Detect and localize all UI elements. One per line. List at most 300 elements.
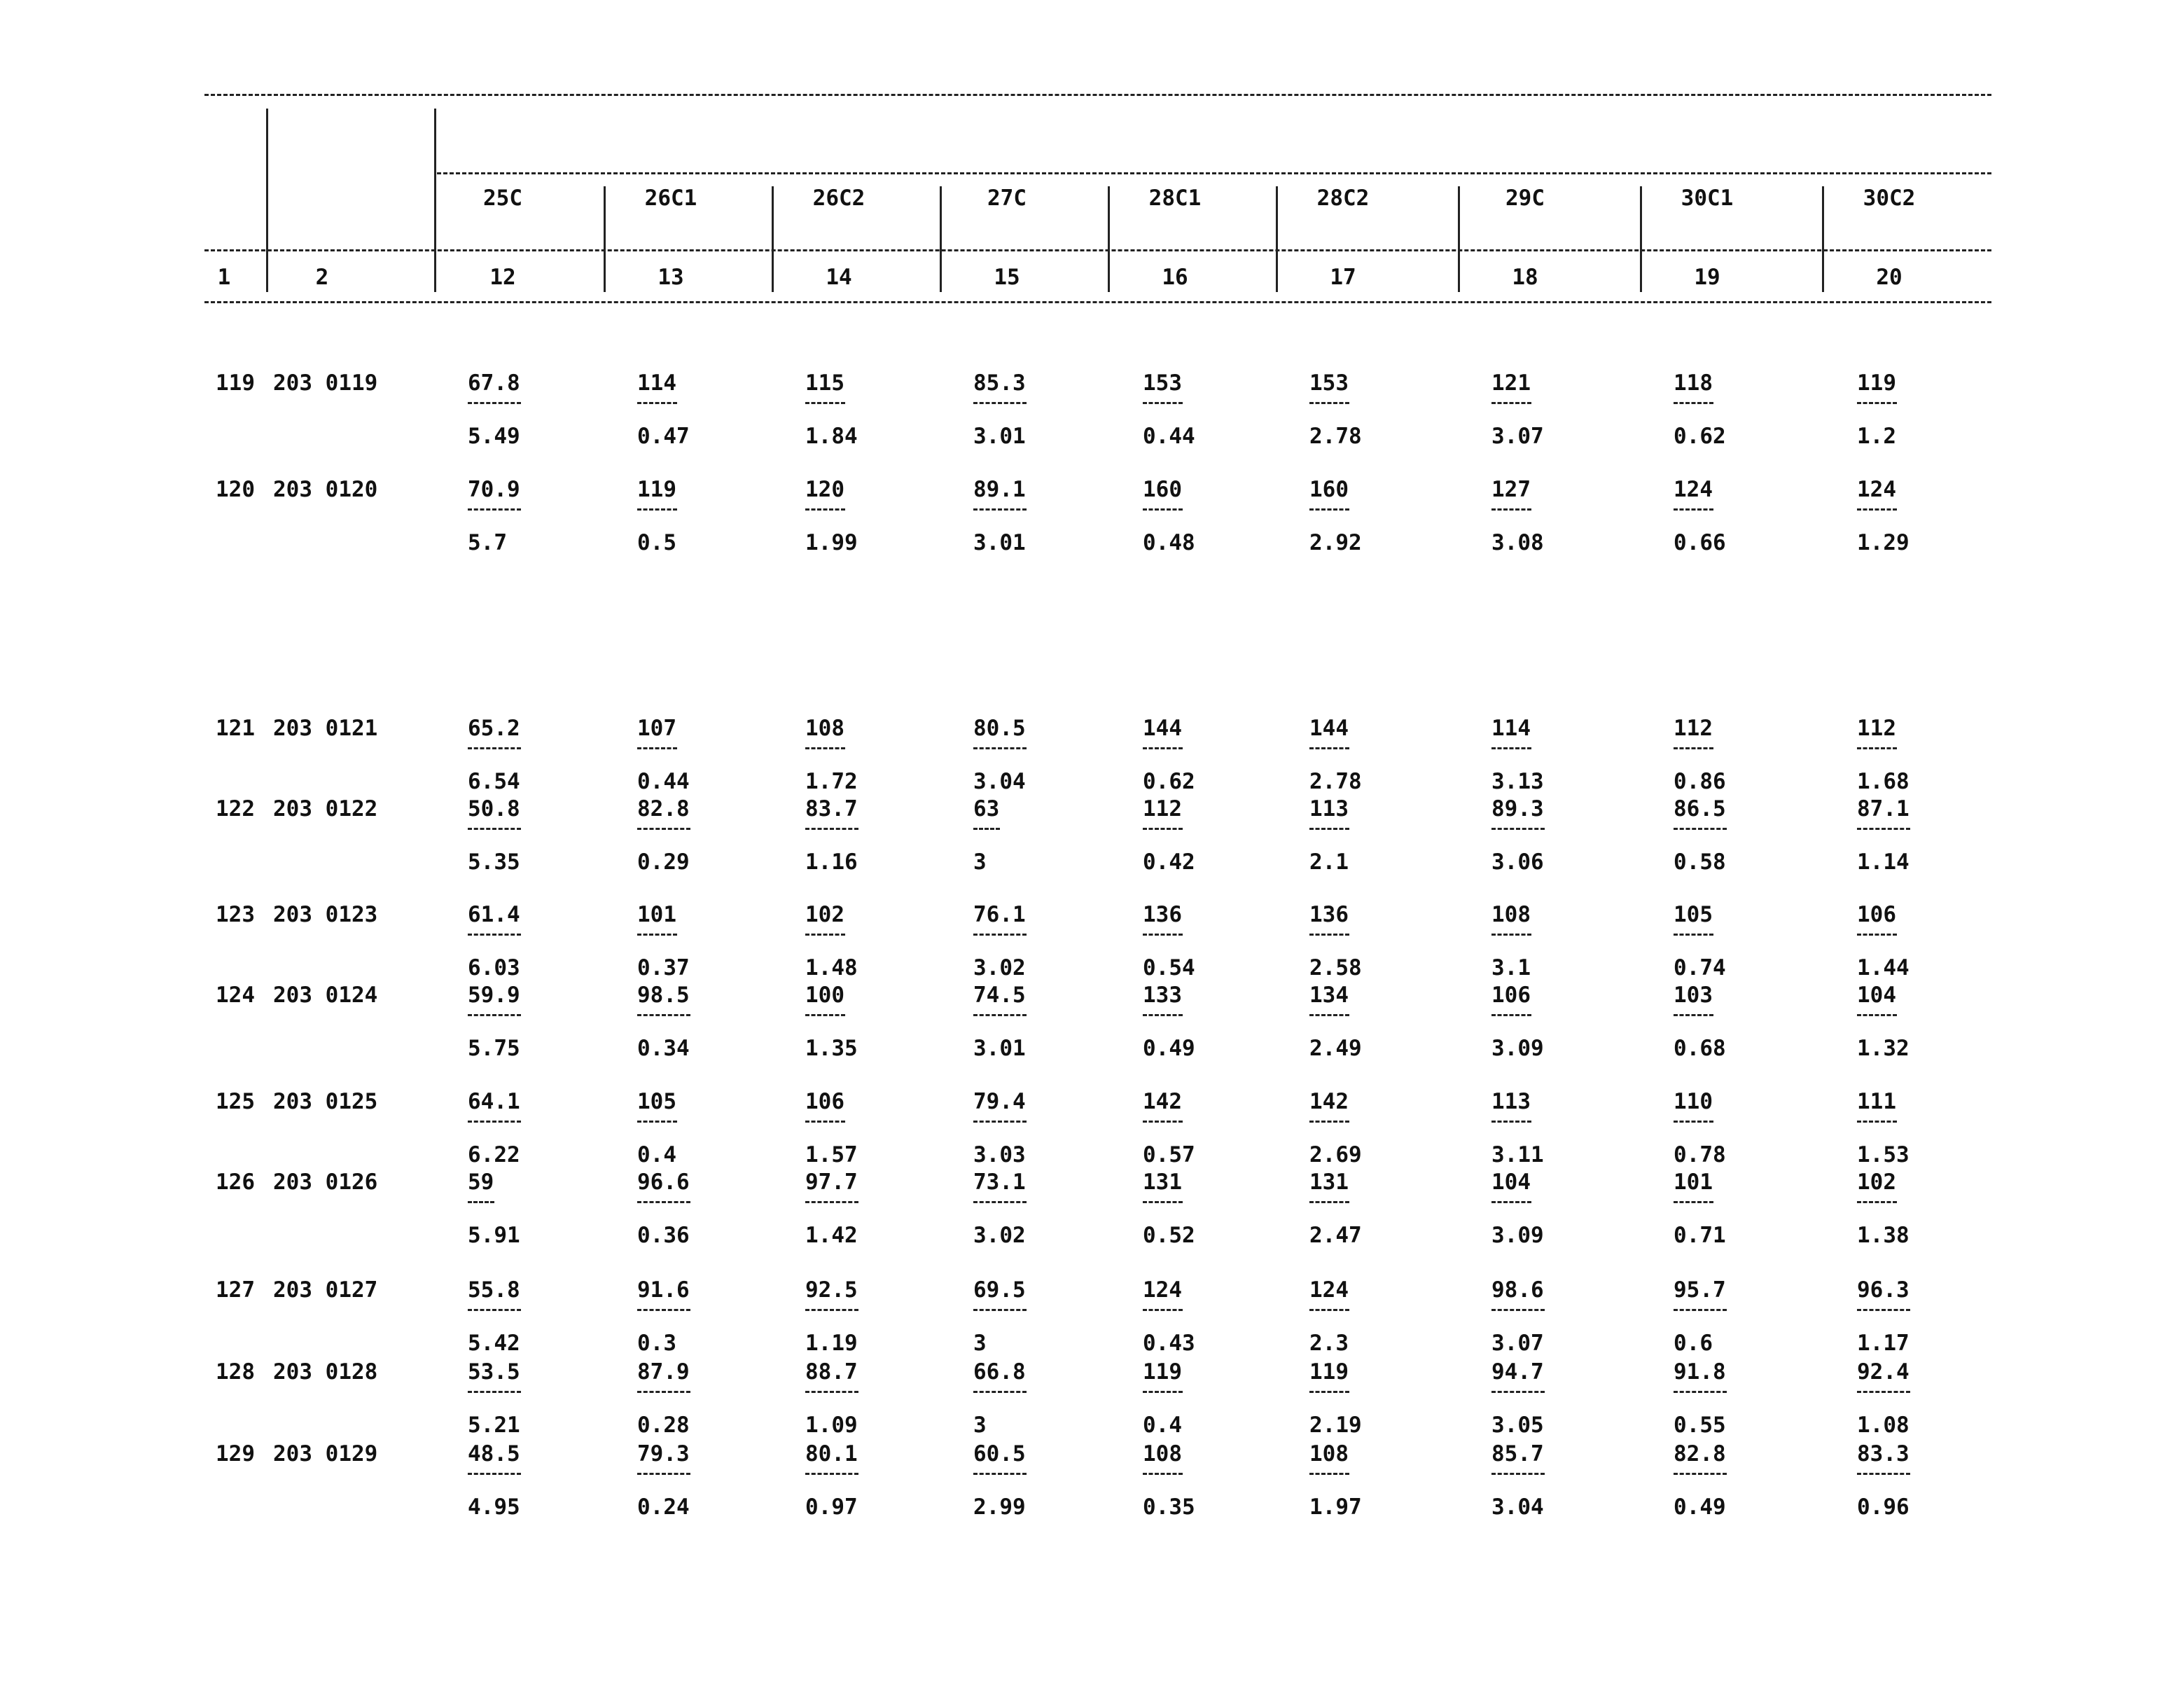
labor-value: 3 [973,1413,987,1438]
price-value: 67.8 [468,370,520,396]
fraction-line [1491,508,1531,511]
header-colnum-rule [204,249,1991,251]
fraction-line [1674,828,1727,830]
price-value: 118 [1674,370,1713,396]
labor-value: 2.19 [1309,1413,1362,1438]
labor-value: 0.35 [1143,1495,1195,1520]
row-code: 203 0126 [273,1170,378,1195]
price-value: 160 [1309,477,1349,502]
row-code: 203 0120 [273,477,378,502]
labor-value: 0.44 [637,769,690,794]
price-value: 160 [1143,477,1182,502]
price-value: 113 [1309,796,1349,821]
row-code: 203 0127 [273,1277,378,1303]
fraction-line [1309,828,1349,830]
labor-value: 0.24 [637,1495,690,1520]
price-value: 85.3 [973,370,1026,396]
labor-value: 0.55 [1674,1413,1726,1438]
labor-value: 3.07 [1491,424,1544,449]
column-number: 15 [994,265,1020,290]
price-value: 119 [1857,370,1896,396]
price-value: 120 [805,477,844,502]
price-value: 88.7 [805,1359,858,1385]
price-value: 100 [805,983,844,1008]
row-number: 123 [216,902,255,927]
price-value: 144 [1309,716,1349,741]
labor-value: 2.92 [1309,530,1362,555]
labor-value: 0.96 [1857,1495,1910,1520]
header-point-3: 26С2 [812,186,865,211]
labor-value: 3.04 [1491,1495,1544,1520]
fraction-line [1491,828,1545,830]
header-bottom-rule [204,301,1991,303]
fraction-line [468,1473,521,1475]
labor-value: 1.38 [1857,1223,1910,1248]
labor-value: 0.44 [1143,424,1195,449]
price-value: 98.6 [1491,1277,1544,1303]
fraction-line [1309,1121,1349,1123]
price-value: 112 [1857,716,1896,741]
fraction-line [1309,1014,1349,1016]
row-code: 203 0124 [273,983,378,1008]
labor-value: 0.74 [1674,955,1726,980]
price-value: 104 [1491,1170,1531,1195]
price-value: 91.6 [637,1277,690,1303]
row-number: 120 [216,477,255,502]
price-value: 69.5 [973,1277,1026,1303]
fraction-line [1857,1391,1910,1393]
fraction-line [973,934,1027,936]
labor-value: 3.09 [1491,1036,1544,1061]
labor-value: 1.84 [805,424,858,449]
labor-value: 0.86 [1674,769,1726,794]
labor-value: 3 [973,850,987,875]
price-value: 66.8 [973,1359,1026,1385]
labor-value: 1.19 [805,1331,858,1356]
fraction-line [468,1309,521,1311]
price-value: 106 [1857,902,1896,927]
fraction-line [1491,934,1531,936]
fraction-line [468,934,521,936]
price-value: 87.1 [1857,796,1910,821]
fraction-line [468,508,521,511]
price-value: 85.7 [1491,1441,1544,1466]
labor-value: 1.09 [805,1413,858,1438]
fraction-line [468,1201,494,1203]
header-sep-point [1108,186,1110,292]
fraction-line [1491,1391,1545,1393]
labor-value: 2.69 [1309,1142,1362,1167]
fraction-line [1857,1473,1910,1475]
fraction-line [1309,1201,1349,1203]
fraction-line [1143,1473,1183,1475]
header-point-5: 28С1 [1148,186,1202,211]
fraction-line [1491,1309,1545,1311]
labor-value: 3.06 [1491,850,1544,875]
labor-value: 1.99 [805,530,858,555]
fraction-line [1143,1391,1183,1393]
fraction-line [973,1473,1027,1475]
fraction-line [973,1201,1027,1203]
fraction-line [1674,1121,1713,1123]
labor-value: 3.13 [1491,769,1544,794]
price-value: 106 [1491,983,1531,1008]
fraction-line [1309,402,1349,404]
price-value: 119 [1309,1359,1349,1385]
header-sep-point [772,186,774,292]
fraction-line [1491,402,1531,404]
labor-value: 1.68 [1857,769,1910,794]
labor-value: 3 [973,1331,987,1356]
price-value: 94.7 [1491,1359,1544,1385]
price-value: 64.1 [468,1089,520,1114]
fraction-line [468,828,521,830]
price-value: 124 [1309,1277,1349,1303]
labor-value: 0.42 [1143,850,1195,875]
fraction-line [637,508,677,511]
price-value: 92.4 [1857,1359,1910,1385]
fraction-line [1674,747,1713,749]
price-value: 63 [973,796,1000,821]
price-value: 108 [1491,902,1531,927]
price-value: 53.5 [468,1359,520,1385]
price-value: 112 [1674,716,1713,741]
labor-value: 0.68 [1674,1036,1726,1061]
labor-value: 1.17 [1857,1331,1910,1356]
column-number: 18 [1512,265,1538,290]
labor-value: 0.62 [1143,769,1195,794]
fraction-line [1143,1014,1183,1016]
labor-value: 1.14 [1857,850,1910,875]
price-value: 133 [1143,983,1182,1008]
row-code: 203 0119 [273,370,378,396]
fraction-line [1143,1121,1183,1123]
header-sep-point [940,186,942,292]
labor-value: 3.05 [1491,1413,1544,1438]
labor-value: 0.36 [637,1223,690,1248]
labor-value: 3.04 [973,769,1026,794]
price-value: 108 [1309,1441,1349,1466]
labor-value: 0.71 [1674,1223,1726,1248]
labor-value: 0.54 [1143,955,1195,980]
labor-value: 1.16 [805,850,858,875]
labor-value: 0.34 [637,1036,690,1061]
labor-value: 1.44 [1857,955,1910,980]
price-value: 134 [1309,983,1349,1008]
fraction-line [1309,1391,1349,1393]
price-value: 59 [468,1170,494,1195]
fraction-line [637,1201,690,1203]
labor-value: 2.99 [973,1495,1026,1520]
labor-value: 5.42 [468,1331,520,1356]
labor-value: 2.1 [1309,850,1349,875]
fraction-line [1674,1201,1713,1203]
fraction-line [805,1473,858,1475]
row-number: 119 [216,370,255,396]
labor-value: 0.47 [637,424,690,449]
row-number: 129 [216,1441,255,1466]
price-value: 60.5 [973,1441,1026,1466]
price-value: 89.3 [1491,796,1544,821]
price-value: 108 [1143,1441,1182,1466]
labor-value: 1.29 [1857,530,1910,555]
labor-value: 3.01 [973,424,1026,449]
fraction-line [1857,747,1897,749]
price-value: 48.5 [468,1441,520,1466]
column-number: 19 [1694,265,1720,290]
fraction-line [805,934,845,936]
row-number: 126 [216,1170,255,1195]
fraction-line [1143,1201,1183,1203]
fraction-line [637,1014,690,1016]
price-value: 131 [1143,1170,1182,1195]
labor-value: 0.57 [1143,1142,1195,1167]
fraction-line [805,828,858,830]
price-value: 65.2 [468,716,520,741]
price-value: 136 [1309,902,1349,927]
labor-value: 0.52 [1143,1223,1195,1248]
labor-value: 3.02 [973,955,1026,980]
labor-value: 0.3 [637,1331,676,1356]
fraction-line [1309,747,1349,749]
price-value: 96.3 [1857,1277,1910,1303]
fraction-line [973,828,1000,830]
price-value: 76.1 [973,902,1026,927]
header-sep-point [1458,186,1460,292]
labor-value: 1.32 [1857,1036,1910,1061]
fraction-line [1857,1014,1897,1016]
price-value: 92.5 [805,1277,858,1303]
price-value: 131 [1309,1170,1349,1195]
fraction-line [805,1014,845,1016]
labor-value: 0.43 [1143,1331,1195,1356]
price-value: 89.1 [973,477,1026,502]
column-number: 16 [1162,265,1188,290]
header-sep-point [1640,186,1642,292]
labor-value: 0.58 [1674,850,1726,875]
labor-value: 3.07 [1491,1331,1544,1356]
labor-value: 2.58 [1309,955,1362,980]
labor-value: 5.49 [468,424,520,449]
price-value: 121 [1491,370,1531,396]
labor-value: 3.08 [1491,530,1544,555]
fraction-line [1309,934,1349,936]
price-value: 113 [1491,1089,1531,1114]
fraction-line [1674,1014,1713,1016]
labor-value: 1.48 [805,955,858,980]
row-code: 203 0122 [273,796,378,821]
price-value: 83.7 [805,796,858,821]
price-value: 124 [1143,1277,1182,1303]
labor-value: 0.37 [637,955,690,980]
price-value: 110 [1674,1089,1713,1114]
header-point-6: 28С2 [1316,186,1370,211]
price-value: 107 [637,716,676,741]
price-value: 136 [1143,902,1182,927]
labor-value: 5.21 [468,1413,520,1438]
price-value: 97.7 [805,1170,858,1195]
labor-value: 3.01 [973,1036,1026,1061]
labor-value: 1.53 [1857,1142,1910,1167]
header-point-4: 27С [987,186,1027,211]
labor-value: 0.5 [637,530,676,555]
labor-value: 4.95 [468,1495,520,1520]
price-value: 124 [1857,477,1896,502]
labor-value: 0.29 [637,850,690,875]
labor-value: 6.22 [468,1142,520,1167]
fraction-line [1491,1014,1531,1016]
labor-value: 0.49 [1674,1495,1726,1520]
fraction-line [468,402,521,404]
header-group-rule [437,172,1991,174]
fraction-line [637,934,677,936]
fraction-line [805,508,845,511]
row-code: 203 0125 [273,1089,378,1114]
fraction-line [1857,508,1897,511]
price-value: 142 [1309,1089,1349,1114]
fraction-line [468,747,521,749]
fraction-line [1674,402,1713,404]
header-point-8: 30С1 [1681,186,1734,211]
row-number: 122 [216,796,255,821]
fraction-line [637,1391,690,1393]
fraction-line [468,1391,521,1393]
row-code: 203 0129 [273,1441,378,1466]
labor-value: 0.49 [1143,1036,1195,1061]
fraction-line [1857,934,1897,936]
price-value: 142 [1143,1089,1182,1114]
price-value: 101 [1674,1170,1713,1195]
fraction-line [1143,508,1183,511]
fraction-line [805,1201,858,1203]
labor-value: 0.28 [637,1413,690,1438]
price-value: 98.5 [637,983,690,1008]
fraction-line [1309,1309,1349,1311]
fraction-line [1674,508,1713,511]
column-number: 1 [217,265,231,290]
header-point-1: 25С [483,186,522,211]
price-value: 82.8 [637,796,690,821]
price-value: 105 [1674,902,1713,927]
price-value: 82.8 [1674,1441,1726,1466]
fraction-line [1491,1473,1545,1475]
fraction-line [637,747,677,749]
fraction-line [1857,1201,1897,1203]
labor-value: 2.47 [1309,1223,1362,1248]
header-point-2: 26С1 [644,186,697,211]
price-value: 153 [1309,370,1349,396]
labor-value: 3.01 [973,530,1026,555]
price-value: 91.8 [1674,1359,1726,1385]
price-value: 50.8 [468,796,520,821]
price-value: 144 [1143,716,1182,741]
labor-value: 3.09 [1491,1223,1544,1248]
price-value: 106 [805,1089,844,1114]
fraction-line [1143,402,1183,404]
price-value: 59.9 [468,983,520,1008]
header-point-7: 29С [1505,186,1545,211]
fraction-line [1491,1121,1531,1123]
fraction-line [1143,828,1183,830]
fraction-line [1857,1121,1897,1123]
fraction-line [1674,1391,1727,1393]
fraction-line [1857,828,1910,830]
row-code: 203 0121 [273,716,378,741]
fraction-line [468,1014,521,1016]
fraction-line [805,402,845,404]
column-number: 12 [489,265,516,290]
fraction-line [637,1121,677,1123]
header-sep-point [1822,186,1824,292]
header-sep-code [434,109,436,292]
fraction-line [468,1121,521,1123]
fraction-line [1491,747,1531,749]
price-value: 79.3 [637,1441,690,1466]
price-value: 70.9 [468,477,520,502]
labor-value: 5.7 [468,530,507,555]
labor-value: 3.11 [1491,1142,1544,1167]
labor-value: 0.6 [1674,1331,1713,1356]
labor-value: 0.78 [1674,1142,1726,1167]
price-value: 80.5 [973,716,1026,741]
fraction-line [1674,1473,1727,1475]
column-number: 14 [826,265,852,290]
price-value: 102 [805,902,844,927]
price-value: 111 [1857,1089,1896,1114]
labor-value: 3.1 [1491,955,1531,980]
price-value: 112 [1143,796,1182,821]
fraction-line [805,747,845,749]
row-number: 127 [216,1277,255,1303]
fraction-line [1309,508,1349,511]
row-number: 121 [216,716,255,741]
fraction-line [973,747,1027,749]
header-sep-n [266,109,268,292]
column-number: 20 [1876,265,1903,290]
fraction-line [1491,1201,1531,1203]
labor-value: 5.75 [468,1036,520,1061]
fraction-line [973,1014,1027,1016]
price-value: 73.1 [973,1170,1026,1195]
labor-value: 2.3 [1309,1331,1349,1356]
price-value: 119 [637,477,676,502]
labor-value: 3.02 [973,1223,1026,1248]
row-code: 203 0123 [273,902,378,927]
price-value: 114 [637,370,676,396]
price-value: 124 [1674,477,1713,502]
fraction-line [1857,402,1897,404]
price-value: 95.7 [1674,1277,1726,1303]
price-value: 80.1 [805,1441,858,1466]
labor-value: 0.97 [805,1495,858,1520]
fraction-line [805,1121,845,1123]
labor-value: 6.54 [468,769,520,794]
fraction-line [973,402,1027,404]
price-value: 114 [1491,716,1531,741]
fraction-line [1143,934,1183,936]
fraction-line [1674,1309,1727,1311]
row-number: 124 [216,983,255,1008]
labor-value: 6.03 [468,955,520,980]
price-value: 55.8 [468,1277,520,1303]
price-value: 74.5 [973,983,1026,1008]
fraction-line [805,1309,858,1311]
fraction-line [973,508,1027,511]
price-value: 119 [1143,1359,1182,1385]
labor-value: 0.66 [1674,530,1726,555]
fraction-line [637,1309,690,1311]
labor-value: 1.97 [1309,1495,1362,1520]
